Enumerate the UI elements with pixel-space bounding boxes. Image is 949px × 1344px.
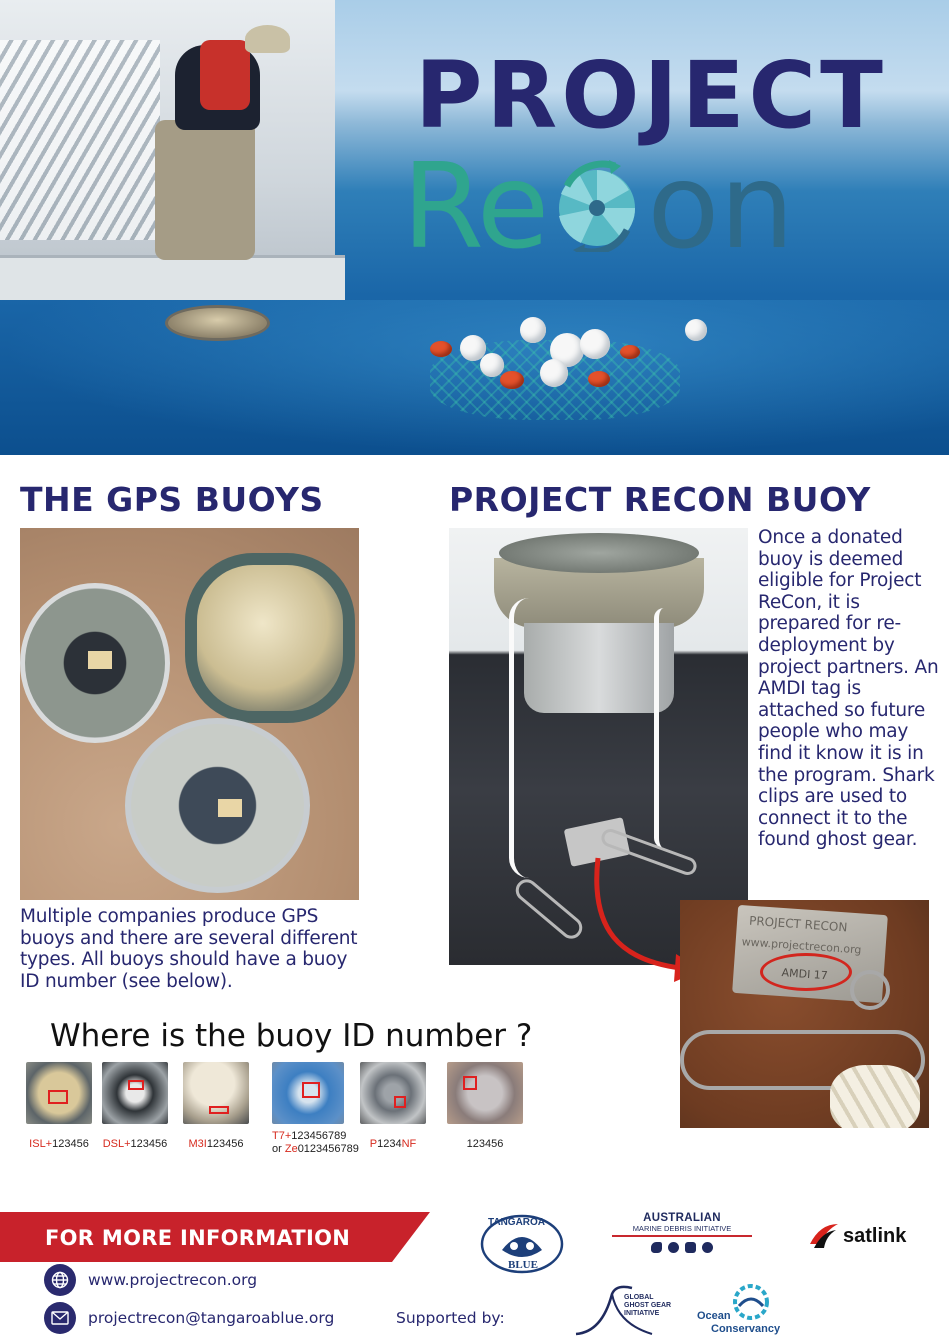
- envelope-icon: [44, 1302, 76, 1334]
- buoy-thumbnail: [447, 1062, 523, 1124]
- buoy-id-example: DSL+123456: [100, 1062, 170, 1151]
- tag-text-project: PROJECT RECON: [748, 913, 848, 935]
- ship-stairs: [0, 40, 160, 240]
- buoy-id-example: 123456: [446, 1062, 524, 1151]
- tag-text-website: www.projectrecon.org: [741, 935, 862, 957]
- ocean-wave-icon: [731, 1284, 771, 1320]
- amdi-tag-photo: [680, 900, 929, 1128]
- buoy-id-examples: [24, 1062, 529, 1172]
- buoy-id-heading: Where is the buoy ID number ?: [50, 1018, 533, 1054]
- amdi-icons: [612, 1242, 752, 1253]
- satlink-text: satlink: [843, 1224, 907, 1247]
- buoy-thumbnail: [102, 1062, 168, 1124]
- email-contact[interactable]: [44, 1302, 334, 1334]
- crew-member: [145, 25, 295, 265]
- satlink-logo: [808, 1222, 906, 1250]
- amdi-logo: [612, 1212, 752, 1267]
- buoy-thumbnail: [360, 1062, 426, 1124]
- logo-recon-re: Re: [402, 136, 548, 275]
- ocean-conservancy-logo: [697, 1284, 797, 1340]
- tangaroa-text: TANGAROA: [488, 1217, 546, 1228]
- buoy-id-example: T7+123456789 or Ze0123456789: [272, 1062, 344, 1156]
- gps-buoys-description: Multiple companies produce GPS buoys and there are several different types. All buoys should have a buoy ID number (see below).: [20, 906, 358, 992]
- gggi-text-2: GHOST GEAR: [624, 1302, 672, 1309]
- recon-buoy-heading: PROJECT RECON BUOY: [449, 480, 871, 519]
- buoy-thumbnail: [272, 1062, 344, 1124]
- buoy-thumbnail: [183, 1062, 249, 1124]
- recon-buoy-description: Once a donated buoy is deemed eligible for Project ReCon, it is prepared for re-deployment by project partners. An AMDI tag is attached so future people who may find it know it is in the program. Shark clips are used to connect it to the found ghost gear.: [758, 527, 939, 851]
- amdi-text-1: AUSTRALIAN: [643, 1212, 721, 1224]
- recycle-ring-icon: [551, 160, 643, 252]
- supported-by-label: Supported by:: [396, 1309, 505, 1327]
- globe-icon: [44, 1264, 76, 1296]
- gggi-logo: [572, 1284, 682, 1340]
- conservancy-text: Conservancy: [711, 1323, 781, 1335]
- satlink-mark-icon: [808, 1222, 840, 1250]
- logo-recon: [402, 136, 795, 275]
- blue-text: BLUE: [508, 1259, 538, 1271]
- gggi-text-1: GLOBAL: [624, 1294, 654, 1301]
- buoy-id-example: ISL+123456: [24, 1062, 94, 1151]
- website-contact[interactable]: [44, 1264, 257, 1296]
- more-info-label: FOR MORE INFORMATION: [45, 1226, 351, 1250]
- amdi-text-2: MARINE DEBRIS INITIATIVE: [612, 1224, 752, 1237]
- floating-buoy: [165, 305, 270, 341]
- highlight-oval: [760, 953, 852, 991]
- logo-recon-on: on: [647, 136, 795, 275]
- hero-photo: [0, 0, 949, 455]
- buoy-thumbnail: [26, 1062, 92, 1124]
- logo-project-text: PROJECT: [415, 42, 887, 149]
- net-floats: [420, 315, 720, 425]
- ocean-text: Ocean: [697, 1310, 731, 1322]
- gps-buoys-photo: [20, 528, 359, 900]
- email-link[interactable]: projectrecon@tangaroablue.org: [88, 1309, 335, 1327]
- tag-text-id: AMDI 17: [781, 966, 829, 983]
- buoy-id-example: M3I123456: [181, 1062, 251, 1151]
- buoy-id-example: P1234NF: [358, 1062, 428, 1151]
- gggi-text-3: INITIATIVE: [624, 1310, 660, 1317]
- website-link[interactable]: www.projectrecon.org: [88, 1271, 258, 1289]
- gps-buoys-heading: THE GPS BUOYS: [20, 480, 324, 519]
- tangaroa-blue-logo: [480, 1214, 564, 1274]
